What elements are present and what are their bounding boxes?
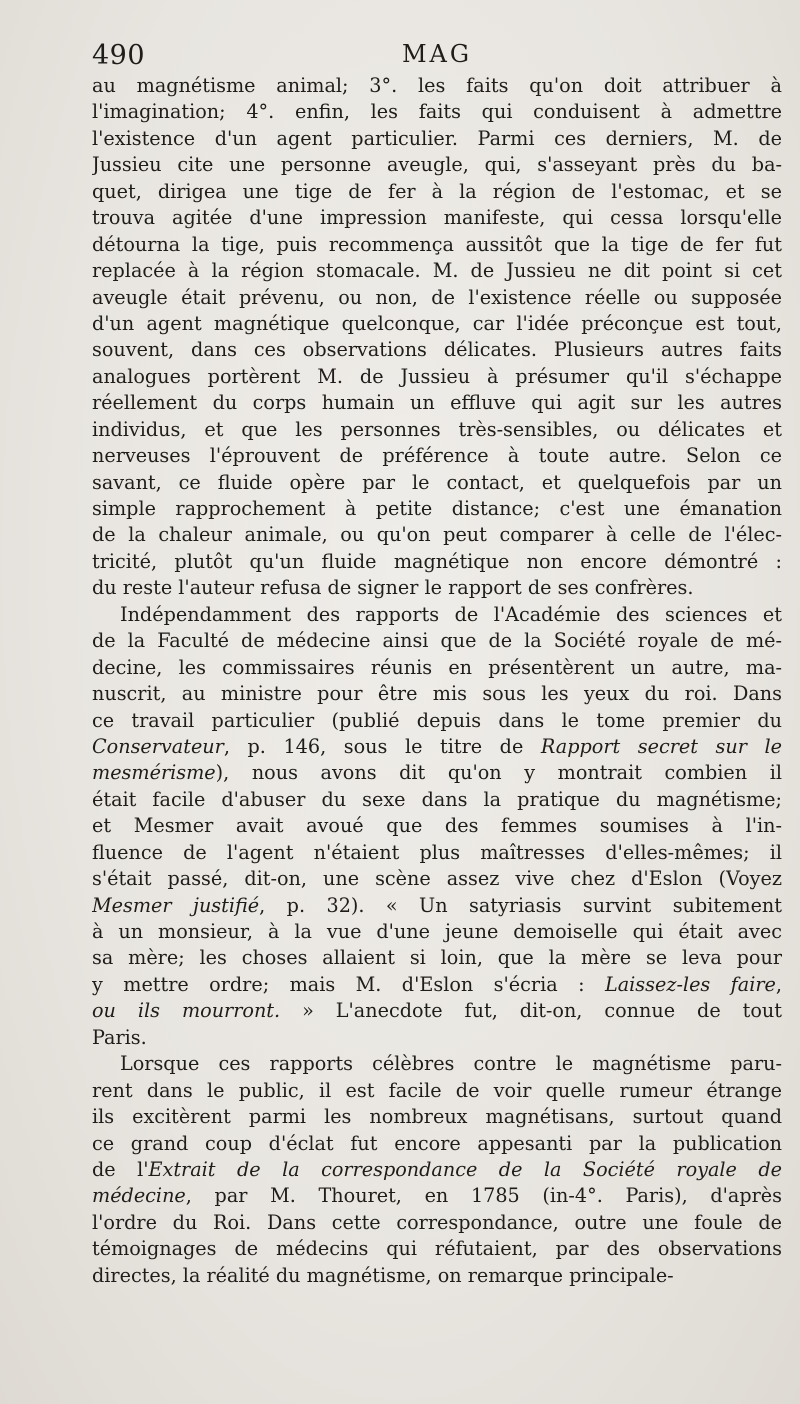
text-line: ou ils mourront. » L'anecdote fut, dit-on, connue de tout [92, 999, 782, 1023]
text-line: était facile d'abuser du sexe dans la pratique du magnétisme; [92, 787, 782, 811]
text-line: à un monsieur, à la vue d'une jeune demoiselle qui était avec [92, 920, 782, 943]
text-line: souvent, dans ces observations délicates. Plusieurs autres faits [92, 338, 782, 362]
text-line: tricité, plutôt qu'un fluide magnétique non encore démontré : [92, 549, 782, 573]
text-line: d'un agent magnétique quelconque, car l'idée préconçue est tout, [92, 311, 782, 335]
text-line: individus, et que les personnes très-sensibles, ou délicates et [92, 417, 782, 441]
text-line: simple rapprochement à petite distance; c'est une émanation [92, 497, 782, 520]
text-line: analogues portèrent M. de Jussieu à présumer qu'il s'échappe [92, 364, 782, 388]
text-line: médecine, par M. Thouret, en 1785 (in-4°. Paris), d'après [92, 1184, 782, 1208]
running-head: MAG [401, 40, 473, 68]
text-line: Indépendamment des rapports de l'Académie des sciences et [120, 602, 782, 626]
text-line: du reste l'auteur refusa de signer le rapport de ses confrères. [92, 576, 694, 600]
text-line: decine, les commissaires réunis en présentèrent un autre, ma- [92, 655, 782, 679]
text-line: aveugle était prévenu, ou non, de l'existence réelle ou supposée [92, 285, 782, 309]
paragraph [92, 73, 782, 602]
text-line: y mettre ordre; mais M. d'Eslon s'écria : Laissez-les faire, [92, 972, 782, 996]
text-line: Conservateur, p. 146, sous le titre de Rapport secret sur le [92, 734, 782, 758]
text-line: témoignages de médecins qui réfutaient, par des observations [92, 1237, 782, 1261]
text-line: au magnétisme animal; 3°. les faits qu'on doit attribuer à [92, 74, 782, 97]
text-line: de la chaleur animale, ou qu'on peut comparer à celle de l'élec- [92, 523, 782, 547]
page-header [92, 40, 782, 72]
text-line: Mesmer justifié, p. 32). « Un satyriasis survint subitement [92, 893, 782, 917]
text-line: nerveuses l'éprouvent de préférence à toute autre. Selon ce [92, 444, 782, 468]
text-line: fluence de l'agent n'étaient plus maîtresses d'elles-mêmes; il [92, 840, 782, 864]
text-line: ce grand coup d'éclat fut encore appesanti par la publication [92, 1131, 782, 1155]
text-line: quet, dirigea une tige de fer à la région de l'estomac, et se [92, 179, 782, 203]
text-line: sa mère; les choses allaient si loin, que la mère se leva pour [92, 946, 782, 970]
text-line: l'ordre du Roi. Dans cette correspondance, outre une foule de [92, 1210, 782, 1234]
body-text [92, 73, 782, 1289]
text-line: détourna la tige, puis recommença aussitôt que la tige de fer fut [92, 232, 782, 256]
text-line: Lorsque ces rapports célèbres contre le magnétisme paru- [120, 1052, 782, 1076]
paragraph [92, 1051, 782, 1289]
text-line: de la Faculté de médecine ainsi que de la Société royale de mé- [92, 629, 782, 653]
text-line: Jussieu cite une personne aveugle, qui, s'asseyant près du ba- [92, 153, 782, 177]
text-line: savant, ce fluide opère par le contact, et quelquefois par un [92, 470, 782, 494]
text-line: mesmérisme), nous avons dit qu'on y montrait combien il [92, 761, 782, 785]
text-line: trouva agitée d'une impression manifeste, qui cessa lorsqu'elle [92, 206, 782, 230]
text-line: de l'Extrait de la correspondance de la Société royale de [92, 1157, 782, 1181]
text-line: Paris. [92, 1025, 147, 1049]
text-line: ce travail particulier (publié depuis dans le tome premier du [92, 708, 782, 732]
text-line: ils excitèrent parmi les nombreux magnétisans, surtout quand [92, 1105, 782, 1129]
text-line: nuscrit, au ministre pour être mis sous les yeux du roi. Dans [92, 682, 782, 706]
text-line: rent dans le public, il est facile de voir quelle rumeur étrange [92, 1078, 782, 1102]
text-line: s'était passé, dit-on, une scène assez vive chez d'Eslon (Voyez [92, 867, 782, 891]
text-line: et Mesmer avait avoué que des femmes soumises à l'in- [92, 814, 782, 838]
text-line: directes, la réalité du magnétisme, on remarque principale- [92, 1263, 674, 1287]
text-line: réellement du corps humain un effluve qui agit sur les autres [92, 391, 782, 415]
paragraph [92, 602, 782, 1051]
text-line: l'existence d'un agent particulier. Parmi ces derniers, M. de [92, 126, 782, 150]
text-line: l'imagination; 4°. enfin, les faits qui conduisent à admettre [92, 100, 782, 124]
page-number: 490 [92, 40, 146, 71]
text-line: replacée à la région stomacale. M. de Jussieu ne dit point si cet [92, 259, 782, 283]
